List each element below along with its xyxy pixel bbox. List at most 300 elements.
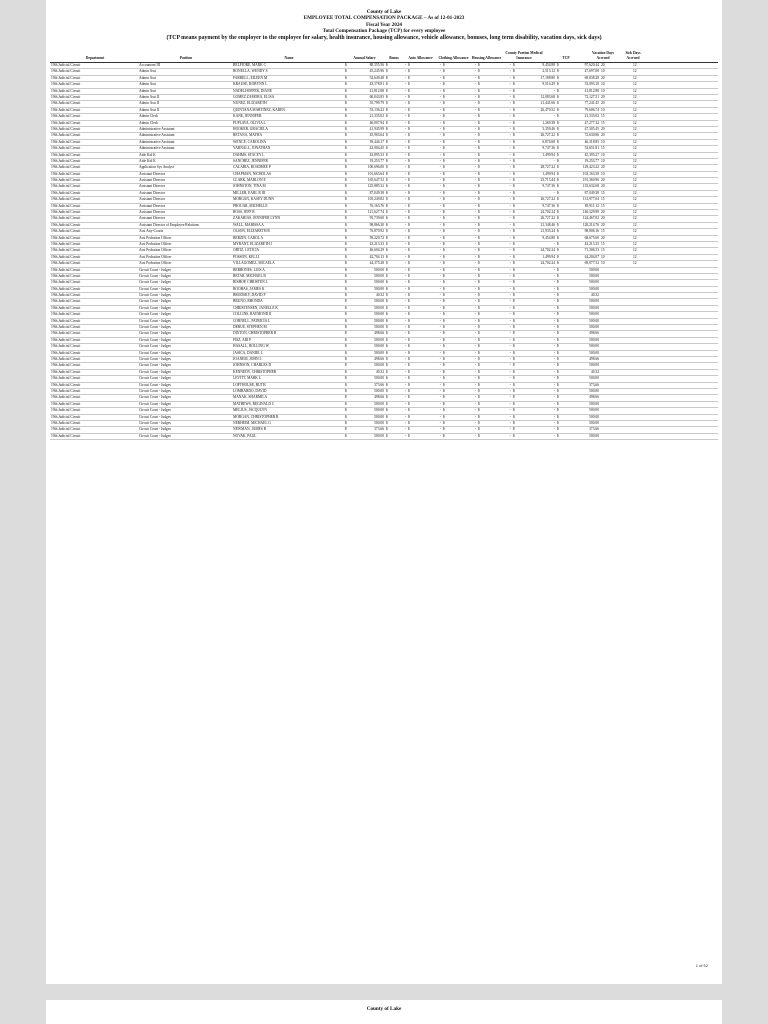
money-cell <box>408 216 443 221</box>
money-cell <box>408 69 443 74</box>
table-cell: 19th Judicial Circuit <box>51 101 81 106</box>
cell-value: - <box>474 395 476 400</box>
currency-symbol: $ <box>513 401 515 406</box>
cell-value: - <box>404 94 406 99</box>
money-cell <box>513 197 557 202</box>
currency-symbol: $ <box>408 299 410 304</box>
money-cell <box>513 242 557 247</box>
cell-value: 76,870.92 <box>369 229 384 234</box>
cell-value: - <box>509 229 511 234</box>
money-cell <box>386 114 408 119</box>
table-cell: Circuit Court - Judges <box>139 350 171 355</box>
table-cell <box>601 402 633 407</box>
cell-value: - <box>474 363 476 368</box>
money-cell <box>443 261 478 266</box>
money-cell <box>408 101 443 106</box>
money-cell <box>408 172 443 177</box>
cell-value: 43,578.81 <box>369 82 384 87</box>
currency-symbol: $ <box>386 433 388 438</box>
table-cell: SANCHEZ, JENNIFER <box>233 158 268 163</box>
money-cell <box>386 421 408 426</box>
currency-symbol: $ <box>443 318 445 323</box>
table-cell <box>633 331 661 336</box>
currency-symbol: $ <box>443 94 445 99</box>
cell-value: 5,359.46 <box>542 126 555 131</box>
currency-symbol: $ <box>408 293 410 298</box>
money-cell <box>478 280 513 285</box>
money-cell <box>557 402 601 407</box>
table-cell: 12 <box>633 222 637 227</box>
currency-symbol: $ <box>386 63 388 68</box>
table-cell: Assistant Director <box>139 210 166 215</box>
currency-symbol: $ <box>443 126 445 131</box>
cell-value: - <box>474 293 476 298</box>
money-cell <box>513 261 557 266</box>
table-cell: 19th Judicial Circuit <box>51 171 81 176</box>
currency-symbol: $ <box>557 254 559 259</box>
cell-value: 131,977.04 <box>582 197 599 202</box>
currency-symbol: $ <box>478 216 480 221</box>
cell-value: 39,444.17 <box>369 139 384 144</box>
cell-value: 135,632.68 <box>582 184 599 189</box>
currency-symbol: $ <box>408 94 410 99</box>
money-cell <box>443 434 478 439</box>
currency-symbol: $ <box>345 120 347 125</box>
table-cell: JOHNSTON, TINA M <box>233 184 266 189</box>
table-cell <box>633 434 661 439</box>
money-cell <box>557 325 601 330</box>
table-cell: QUINTANA MARTINEZ, KAREN <box>233 107 285 112</box>
currency-symbol: $ <box>478 414 480 419</box>
table-cell: 19th Judicial Circuit <box>51 254 81 259</box>
money-cell <box>513 415 557 420</box>
currency-symbol: $ <box>443 152 445 157</box>
table-cell: 19th Judicial Circuit <box>51 184 81 189</box>
cell-value: - <box>404 286 406 291</box>
cell-value: - <box>439 248 441 253</box>
money-cell <box>557 331 601 336</box>
table-cell: Circuit Court - Judges <box>139 286 171 291</box>
currency-symbol: $ <box>386 376 388 381</box>
money-cell <box>345 63 386 68</box>
currency-symbol: $ <box>478 229 480 234</box>
table-cell: 19th Judicial Circuit <box>51 75 81 80</box>
currency-symbol: $ <box>478 222 480 227</box>
money-cell <box>513 133 557 138</box>
currency-symbol: $ <box>443 382 445 387</box>
cell-value: - <box>509 280 511 285</box>
currency-symbol: $ <box>386 120 388 125</box>
currency-symbol: $ <box>408 433 410 438</box>
currency-symbol: $ <box>478 158 480 163</box>
cell-value: - <box>509 408 511 413</box>
table-cell: 10 <box>601 88 605 93</box>
currency-symbol: $ <box>478 94 480 99</box>
currency-symbol: $ <box>443 369 445 374</box>
money-cell <box>345 383 386 388</box>
cell-value: 52,649.48 <box>369 75 384 80</box>
money-cell <box>443 140 478 145</box>
table-cell <box>633 421 661 426</box>
money-cell <box>557 140 601 145</box>
money-cell <box>386 299 408 304</box>
currency-symbol: $ <box>443 357 445 361</box>
currency-symbol: $ <box>557 133 559 138</box>
money-cell <box>513 306 557 311</box>
money-cell <box>386 408 408 413</box>
currency-symbol: $ <box>345 248 347 253</box>
cell-value: 72,127.51 <box>584 94 599 99</box>
cell-value: - <box>439 69 441 74</box>
col-housing-allowance: Housing Allowance <box>471 55 502 60</box>
currency-symbol: $ <box>557 184 559 189</box>
cell-value: - <box>439 178 441 183</box>
table-cell: Admin Asst <box>139 82 157 87</box>
cell-value: - <box>474 107 476 112</box>
table-cell <box>633 268 661 273</box>
cell-value: 43,895.33 <box>369 152 384 157</box>
currency-symbol: $ <box>478 165 480 170</box>
cell-value: - <box>404 75 406 80</box>
money-cell <box>408 95 443 100</box>
table-cell: Circuit Court - Judges <box>139 427 171 432</box>
money-cell <box>386 236 408 241</box>
cell-value: - <box>474 369 476 374</box>
cell-value: - <box>553 433 555 438</box>
currency-symbol: $ <box>513 414 515 419</box>
cell-value: - <box>474 165 476 170</box>
cell-value: 85,911.12 <box>584 203 599 208</box>
currency-symbol: $ <box>557 63 559 68</box>
cell-value: - <box>404 126 406 131</box>
money-cell <box>443 306 478 311</box>
col-position: Position <box>179 55 193 60</box>
money-cell <box>478 191 513 196</box>
money-cell <box>478 197 513 202</box>
cell-value: - <box>474 388 476 393</box>
currency-symbol: $ <box>478 420 480 425</box>
document-note: (TCP means payment by the employer to the employee for salary, health insurance, housing allowance, vehicle allowance, bonuses, long term disability, vacation days, sick days) <box>166 34 602 41</box>
money-cell <box>443 280 478 285</box>
cell-value: - <box>509 146 511 151</box>
currency-symbol: $ <box>386 395 388 400</box>
currency-symbol: $ <box>408 82 410 87</box>
currency-symbol: $ <box>386 299 388 304</box>
cell-value: - <box>553 376 555 381</box>
currency-symbol: $ <box>557 369 559 374</box>
currency-symbol: $ <box>345 63 347 68</box>
cell-value: - <box>404 171 406 176</box>
money-cell <box>408 344 443 349</box>
cell-value: 55,799.79 <box>369 101 384 106</box>
money-cell <box>478 363 513 368</box>
col-tcp: TCP <box>562 55 570 60</box>
currency-symbol: $ <box>443 197 445 202</box>
currency-symbol: $ <box>443 408 445 413</box>
cell-value: 500.00 <box>374 363 384 368</box>
cell-value: 28,727.22 <box>540 165 555 170</box>
money-cell <box>386 172 408 177</box>
cell-value: 6,874.68 <box>542 139 555 144</box>
cell-value: - <box>509 286 511 291</box>
currency-symbol: $ <box>408 337 410 342</box>
cell-value: - <box>474 158 476 163</box>
cell-value: - <box>404 420 406 425</box>
currency-symbol: $ <box>478 382 480 387</box>
table-cell: 12 <box>633 197 637 202</box>
cell-value: - <box>509 216 511 221</box>
cell-value: - <box>439 94 441 99</box>
money-cell <box>478 89 513 94</box>
currency-symbol: $ <box>478 267 480 272</box>
money-cell <box>513 69 557 74</box>
currency-symbol: $ <box>443 171 445 176</box>
money-cell <box>557 242 601 247</box>
table-cell: 19th Judicial Circuit <box>51 408 81 413</box>
cell-value: 87,049.38 <box>369 190 384 195</box>
table-cell: PROUAR, MICHELLE <box>233 203 268 208</box>
money-cell <box>443 210 478 215</box>
col-vacation-days: Vacation Days Accrued <box>592 51 614 60</box>
currency-symbol: $ <box>513 331 515 336</box>
money-cell <box>557 395 601 400</box>
currency-symbol: $ <box>513 433 515 438</box>
currency-symbol: $ <box>557 318 559 323</box>
money-cell <box>443 146 478 151</box>
currency-symbol: $ <box>408 222 410 227</box>
table-cell: CALABIA, ROADHEE P <box>233 165 271 170</box>
currency-symbol: $ <box>408 286 410 291</box>
table-cell: Circuit Court - Judges <box>139 414 171 419</box>
money-cell <box>345 274 386 279</box>
money-cell <box>408 427 443 432</box>
currency-symbol: $ <box>408 101 410 106</box>
document-subtitle: Total Compensation Package (TCP) for every employee <box>322 28 446 35</box>
table-cell: 12 <box>633 190 637 195</box>
currency-symbol: $ <box>513 165 515 170</box>
county-name: County of Lake <box>366 9 402 15</box>
cell-value: 9,454.88 <box>542 235 555 240</box>
cell-value: 76,163.76 <box>369 203 384 208</box>
currency-symbol: $ <box>386 69 388 74</box>
currency-symbol: $ <box>478 344 480 349</box>
money-cell <box>386 63 408 68</box>
cell-value: 21,441.66 <box>540 101 555 106</box>
cell-value: - <box>509 325 511 330</box>
currency-symbol: $ <box>513 171 515 176</box>
table-cell: 12 <box>633 248 637 253</box>
money-cell <box>513 146 557 151</box>
currency-symbol: $ <box>345 433 347 438</box>
money-cell <box>345 351 386 356</box>
table-cell: 20 <box>601 210 605 215</box>
cell-value: 500.00 <box>589 280 599 285</box>
cell-value: 500.00 <box>589 299 599 304</box>
money-cell <box>478 319 513 324</box>
currency-symbol: $ <box>386 165 388 170</box>
table-cell: 15 <box>601 114 605 119</box>
money-cell <box>443 242 478 247</box>
currency-symbol: $ <box>443 267 445 272</box>
money-cell <box>443 402 478 407</box>
cell-value: 500.00 <box>374 318 384 323</box>
cell-value: - <box>439 305 441 310</box>
currency-symbol: $ <box>408 382 410 387</box>
cell-value: - <box>474 171 476 176</box>
money-cell <box>478 287 513 292</box>
money-cell <box>478 312 513 317</box>
cell-value: - <box>439 376 441 381</box>
money-cell <box>443 319 478 324</box>
money-cell <box>513 351 557 356</box>
table-cell: 10 <box>601 254 605 259</box>
currency-symbol: $ <box>478 235 480 240</box>
currency-symbol: $ <box>386 369 388 374</box>
cell-value: 500.00 <box>589 273 599 278</box>
money-cell <box>345 427 386 432</box>
table-cell: NADELHOFFER, DIANE <box>233 88 272 93</box>
money-cell <box>513 95 557 100</box>
money-cell <box>513 191 557 196</box>
cell-value: - <box>474 94 476 99</box>
money-cell <box>513 319 557 324</box>
cell-value: - <box>509 158 511 163</box>
cell-value: - <box>404 350 406 355</box>
cell-value: 24,702.24 <box>540 261 555 266</box>
currency-symbol: $ <box>443 158 445 163</box>
money-cell <box>557 338 601 343</box>
money-cell <box>513 108 557 113</box>
table-cell: 12 <box>633 241 637 246</box>
table-cell: 12 <box>633 229 637 234</box>
table-cell: 12 <box>633 152 637 157</box>
table-cell: 15 <box>601 197 605 202</box>
currency-symbol: $ <box>513 184 515 189</box>
money-cell <box>443 287 478 292</box>
cell-value: - <box>509 350 511 355</box>
money-cell <box>386 427 408 432</box>
cell-value: 129,423.22 <box>582 165 599 170</box>
cell-value: 21,935.24 <box>540 229 555 234</box>
table-cell: LOFTHOUSE, RUTH <box>233 382 266 387</box>
table-cell: 19th Judicial Circuit <box>51 350 81 355</box>
money-cell <box>443 331 478 336</box>
page-2-county-name: County of Lake <box>366 1006 402 1012</box>
currency-symbol: $ <box>408 63 410 68</box>
table-cell: 19th Judicial Circuit <box>51 433 81 438</box>
cell-value: 165,647.52 <box>367 178 384 183</box>
money-cell <box>443 165 478 170</box>
cell-value: - <box>439 395 441 400</box>
money-cell <box>443 159 478 164</box>
currency-symbol: $ <box>513 420 515 425</box>
cell-value: - <box>474 408 476 413</box>
cell-value: - <box>439 229 441 234</box>
money-cell <box>443 293 478 298</box>
cell-value: - <box>553 337 555 342</box>
money-cell <box>386 184 408 189</box>
currency-symbol: $ <box>443 248 445 253</box>
cell-value: - <box>439 363 441 368</box>
table-cell: 12 <box>633 94 637 99</box>
currency-symbol: $ <box>345 210 347 215</box>
currency-symbol: $ <box>408 414 410 419</box>
cell-value: - <box>474 273 476 278</box>
money-cell <box>557 351 601 356</box>
table-cell: 19th Judicial Circuit <box>51 414 81 419</box>
cell-value: 9,747.36 <box>542 146 555 151</box>
money-cell <box>408 299 443 304</box>
table-cell: 12 <box>633 210 637 215</box>
table-cell <box>633 415 661 420</box>
cell-value: - <box>439 216 441 221</box>
table-cell: Circuit Court - Judges <box>139 318 171 323</box>
table-cell <box>633 312 661 317</box>
table-cell: 19th Judicial Circuit <box>51 427 81 432</box>
table-cell: 19th Judicial Circuit <box>51 337 81 342</box>
table-cell: 12 <box>633 101 637 106</box>
cell-value: 21,335.02 <box>584 114 599 119</box>
cell-value: - <box>404 376 406 381</box>
cell-value: - <box>474 210 476 215</box>
money-cell <box>386 280 408 285</box>
col-medical-insurance: County Portion Medical Insurance <box>505 51 543 60</box>
table-cell: Aide Kid K <box>139 158 156 163</box>
money-cell <box>386 108 408 113</box>
currency-symbol: $ <box>386 388 388 393</box>
cell-value: 45,245.96 <box>369 69 384 74</box>
cell-value: - <box>509 69 511 74</box>
currency-symbol: $ <box>557 152 559 157</box>
currency-symbol: $ <box>408 395 410 400</box>
currency-symbol: $ <box>386 133 388 138</box>
currency-symbol: $ <box>443 299 445 304</box>
money-cell <box>478 101 513 106</box>
currency-symbol: $ <box>386 363 388 368</box>
currency-symbol: $ <box>513 325 515 330</box>
cell-value: 500.00 <box>374 401 384 406</box>
table-cell: WALL, MARISSA A <box>233 222 264 227</box>
money-cell <box>386 191 408 196</box>
currency-symbol: $ <box>443 178 445 183</box>
table-cell <box>601 434 633 439</box>
money-cell <box>557 114 601 119</box>
table-cell: Asst Atty-Courts <box>139 229 164 234</box>
money-cell <box>443 101 478 106</box>
currency-symbol: $ <box>557 280 559 285</box>
currency-symbol: $ <box>513 210 515 215</box>
currency-symbol: $ <box>557 158 559 163</box>
money-cell <box>386 434 408 439</box>
currency-symbol: $ <box>386 190 388 195</box>
currency-symbol: $ <box>478 325 480 330</box>
cell-value: - <box>404 248 406 253</box>
table-cell: Circuit Court - Judges <box>139 363 171 368</box>
table-cell: 19th Judicial Circuit <box>51 63 81 68</box>
currency-symbol: $ <box>557 114 559 119</box>
table-cell: JASICA, DANIEL L <box>233 350 264 355</box>
cell-value: - <box>509 305 511 310</box>
currency-symbol: $ <box>345 203 347 208</box>
currency-symbol: $ <box>386 235 388 240</box>
currency-symbol: $ <box>408 197 410 202</box>
currency-symbol: $ <box>386 222 388 227</box>
money-cell <box>443 274 478 279</box>
cell-value: - <box>404 318 406 323</box>
currency-symbol: $ <box>557 165 559 170</box>
cell-value: 40.32 <box>375 293 384 298</box>
table-cell: 12 <box>633 63 637 68</box>
